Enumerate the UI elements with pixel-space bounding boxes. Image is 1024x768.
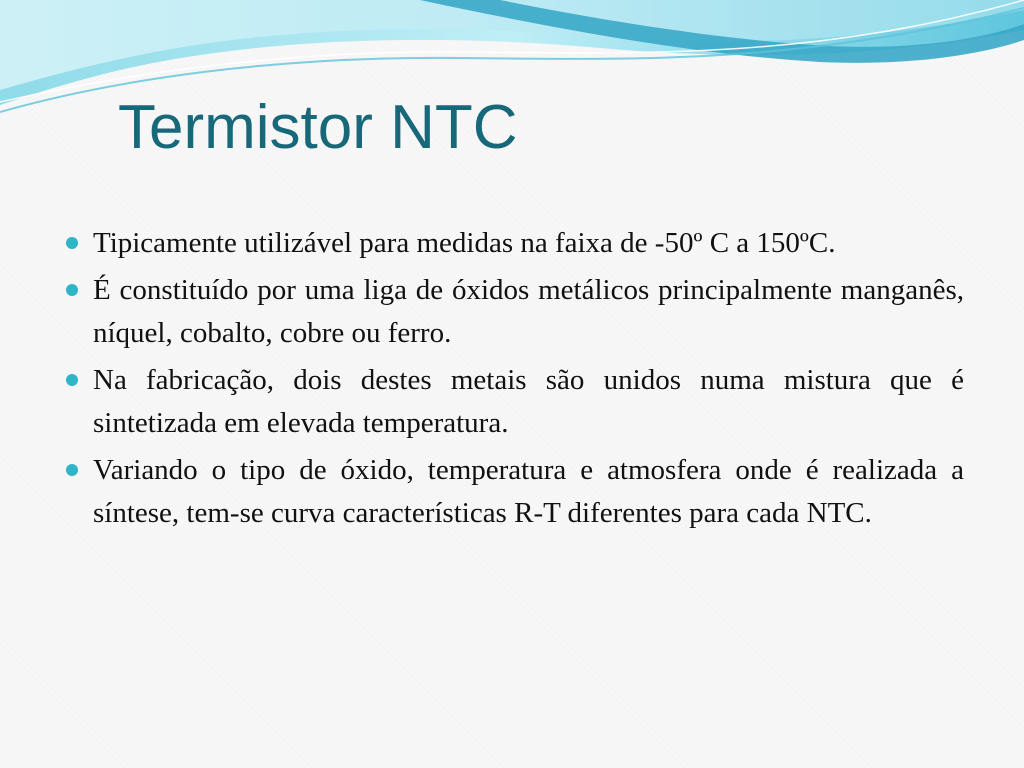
bullet-icon: [66, 284, 78, 296]
bullet-icon: [66, 464, 78, 476]
bullet-text: É constituído por uma liga de óxidos metálicos principalmente manganês, níquel, cobalto, cobre ou ferro.: [93, 274, 964, 349]
bullet-item: [64, 269, 964, 355]
bullet-text: Tipicamente utilizável para medidas na faixa de -50º C a 150ºC.: [93, 227, 836, 259]
slide-title: Termistor NTC: [118, 93, 518, 162]
bullet-item: [64, 359, 964, 445]
bullet-icon: [66, 374, 78, 386]
bullet-icon: [66, 237, 78, 249]
bullet-item: [64, 449, 964, 535]
bullet-list: [64, 222, 964, 539]
bullet-text: Variando o tipo de óxido, temperatura e atmosfera onde é realizada a síntese, tem-se curva características R-T diferentes para cada NTC.: [93, 454, 964, 529]
bullet-text: Na fabricação, dois destes metais são unidos numa mistura que é sintetizada em elevada temperatura.: [93, 364, 964, 439]
bullet-item: [64, 222, 964, 265]
